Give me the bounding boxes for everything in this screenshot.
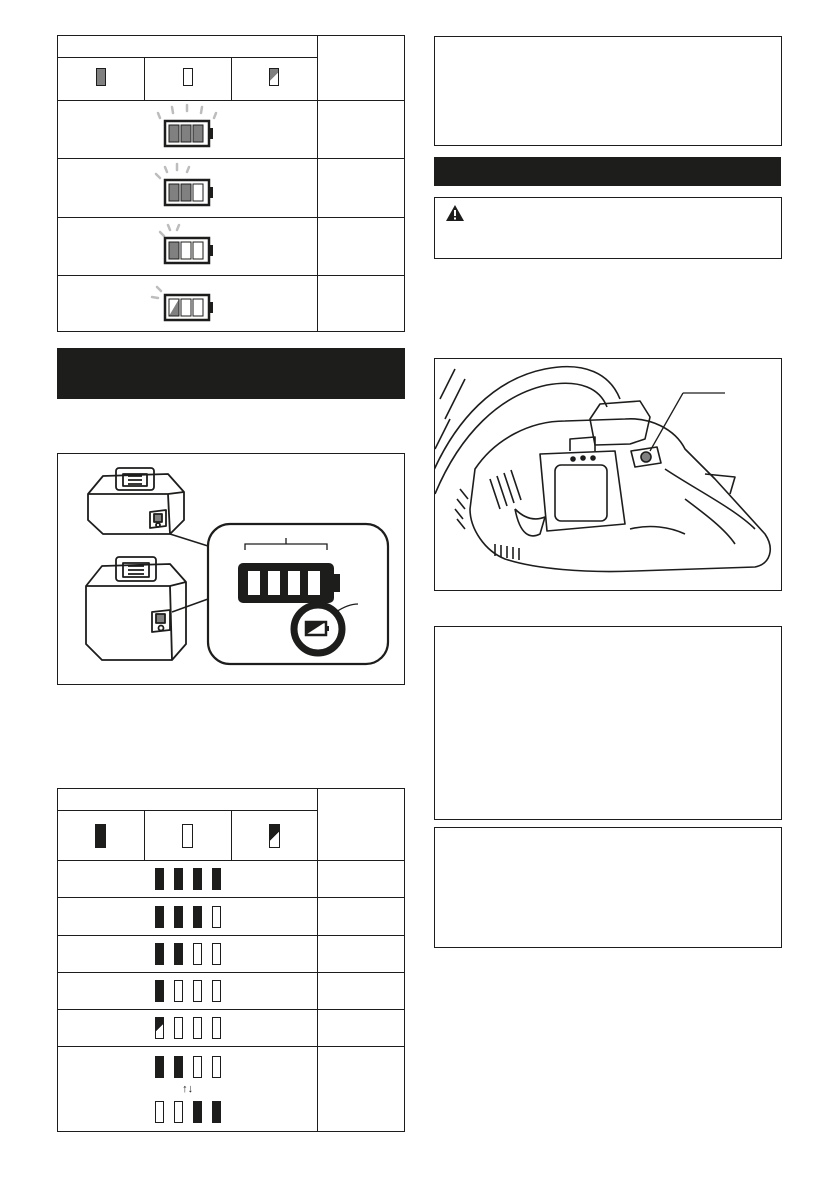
battery-illustration (58, 454, 404, 684)
chain-saw-illustration (435, 359, 781, 590)
alternating-arrows: ↑↓ (182, 1082, 194, 1095)
indicator-row (58, 159, 318, 218)
capacity-cell (318, 101, 405, 159)
section-heading-bar (434, 157, 781, 186)
note-box-2 (434, 626, 782, 820)
battery-half-blinking-icon (148, 276, 228, 326)
section-heading-bar (57, 348, 405, 399)
indicator-row (58, 973, 318, 1010)
indicator-row (58, 101, 318, 159)
off-icon (183, 68, 193, 86)
indicator-row (58, 276, 318, 332)
blinking-icon (269, 68, 279, 86)
blinking-icon (269, 824, 280, 848)
battery-capacity-indicator-table (57, 788, 405, 1132)
off-icon (182, 824, 193, 848)
lit-icon (95, 824, 106, 848)
capacity-cell (318, 159, 405, 218)
capacity-cell (318, 1047, 405, 1132)
remaining-capacity-header (318, 36, 405, 101)
legend-lighted (58, 58, 145, 101)
indicator-row (58, 936, 318, 973)
capacity-cell (318, 1010, 405, 1047)
battery-2-lit-icon (148, 161, 228, 211)
capacity-cell (318, 276, 405, 332)
battery-1-lit-icon (148, 219, 228, 269)
capacity-cell (318, 973, 405, 1010)
warning-triangle-icon (445, 204, 465, 222)
warning-box (434, 197, 782, 259)
legend-off (144, 811, 231, 861)
indicator-row (58, 898, 318, 936)
battery-3-lit-icon (148, 102, 228, 152)
tool-battery-indicator-table (57, 35, 405, 332)
capacity-cell (318, 861, 405, 898)
note-box-3 (434, 827, 782, 948)
remaining-capacity-header (318, 789, 405, 861)
indicator-row (58, 1010, 318, 1047)
indicator-row (58, 218, 318, 276)
capacity-cell (318, 898, 405, 936)
legend-off (144, 58, 231, 101)
note-box-1 (434, 36, 782, 146)
indicator-row-alternating (58, 1047, 318, 1132)
legend-blinking (231, 58, 318, 101)
gray-lit-icon (96, 68, 106, 86)
indicator-lamps-header (58, 36, 318, 58)
indicator-lamps-header (58, 789, 318, 811)
legend-blinking (231, 811, 318, 861)
capacity-cell (318, 936, 405, 973)
chain-saw-figure (434, 358, 782, 591)
capacity-cell (318, 218, 405, 276)
battery-cartridge-figure (57, 453, 405, 685)
indicator-row (58, 861, 318, 898)
legend-lighted (58, 811, 145, 861)
